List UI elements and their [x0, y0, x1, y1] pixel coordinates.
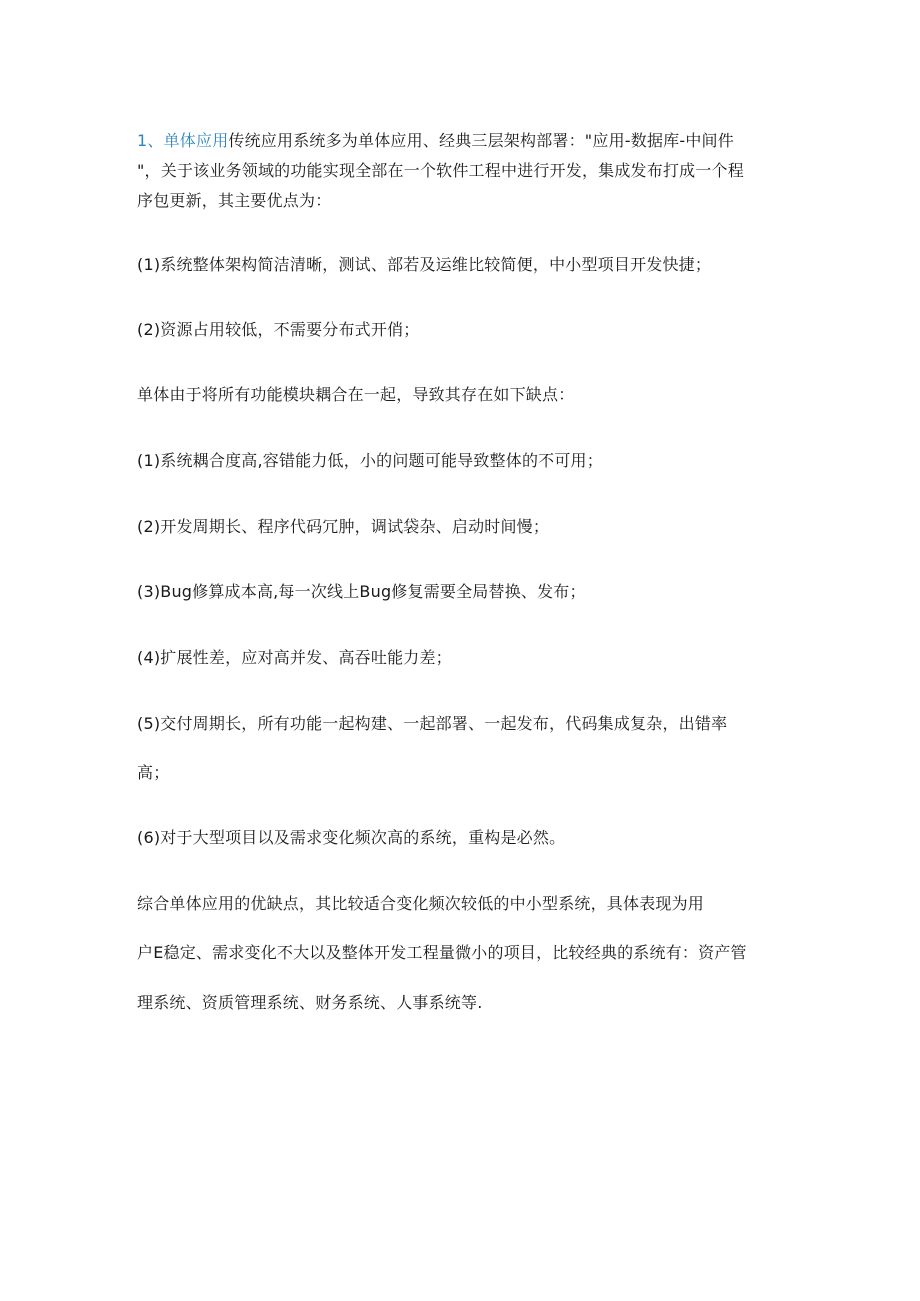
summary-line: 理系统、资质管理系统、财务系统、人事系统等. — [137, 993, 483, 1012]
disadvantages-intro: 单体由于将所有功能模块耦合在一起，导致其存在如下缺点： — [137, 385, 575, 404]
intro-text: 传统应用系统多为单体应用、经典三层架构部署："应用-数据库-中间件 — [228, 131, 734, 150]
summary-line: 综合单体应用的优缺点，其比较适合变化频次较低的中小型系统，具体表现为用 — [137, 894, 705, 913]
advantage-item: (1)系统整体架构简洁清晰，测试、部若及运维比较简便，中小型项目开发快捷； — [137, 255, 712, 274]
disadvantage-item: (1)系统耦合度高,容错能力低，小的问题可能导致整体的不可用； — [137, 451, 603, 470]
heading-line — [137, 131, 734, 151]
disadvantage-item: (6)对于大型项目以及需求变化频次高的系统，重构是必然。 — [137, 828, 566, 847]
section-title: 单体应用 — [163, 131, 229, 150]
section-number: 1、 — [137, 131, 164, 150]
intro-line: "，关于该业务领域的功能实现全部在一个软件工程中进行开发，集成发布打成一个程 — [137, 161, 744, 180]
disadvantage-item: (3)Bug修算成本高,每一次线上Bug修复需要全局替换、发布； — [137, 582, 586, 601]
advantage-item: (2)资源占用较低，不需要分布式开俏； — [137, 320, 420, 339]
disadvantage-item: (2)开发周期长、程序代码冗肿，调试袋杂、启动时间慢； — [137, 517, 550, 536]
disadvantage-item: (4)扩展性差，应对高并发、高吞吐能力差； — [137, 648, 452, 667]
summary-line: 户E稳定、需求变化不大以及整体开发工程量微小的项目，比较经典的系统有：资产管 — [137, 943, 747, 962]
disadvantage-item: (5)交付周期长，所有功能一起构建、一起部署、一起发布，代码集成复杂，出错率 — [137, 714, 728, 733]
intro-line: 序包更新，其主要优点为： — [137, 191, 332, 210]
disadvantage-item-continued: 高； — [137, 763, 170, 782]
